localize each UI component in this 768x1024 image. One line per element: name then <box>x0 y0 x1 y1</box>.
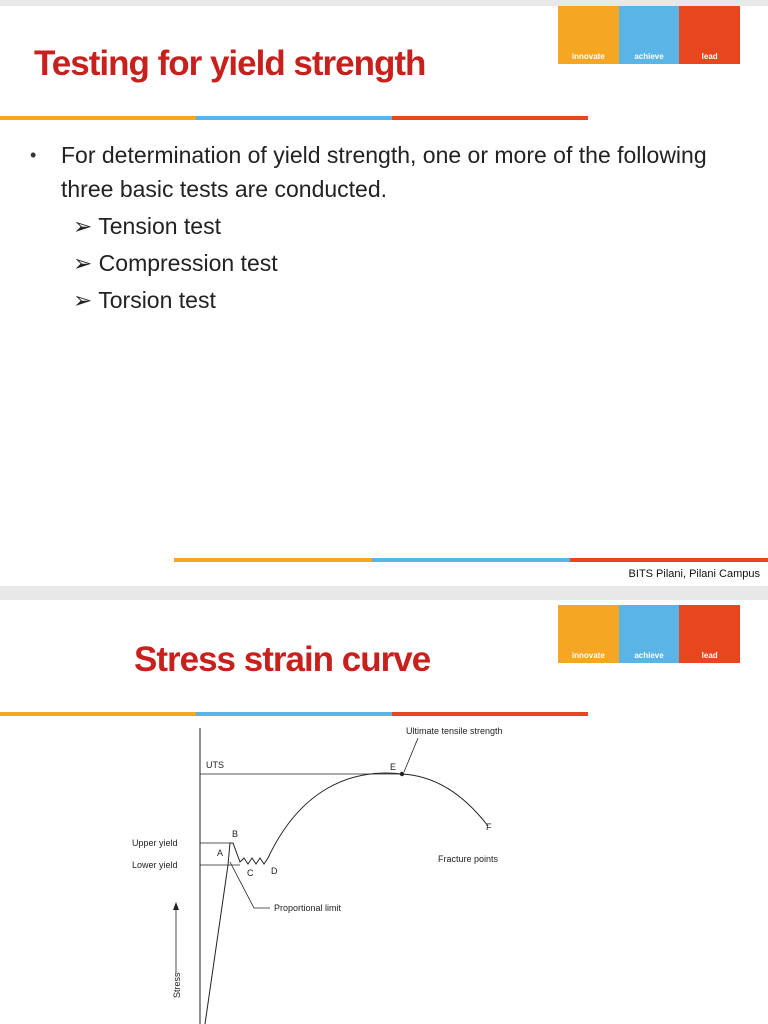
slide-yield-strength <box>0 6 768 586</box>
fracture-label: Fracture points <box>438 854 499 864</box>
brand-innovate-label: innovate <box>571 651 605 660</box>
brand-banner <box>558 6 740 64</box>
brand-achieve-label: achieve <box>634 651 664 660</box>
brand-lead <box>679 6 740 64</box>
brand-achieve <box>619 6 680 64</box>
sub-list <box>30 209 730 320</box>
proportional-label: Proportional limit <box>274 903 342 913</box>
point-a-label: A <box>217 848 224 858</box>
sub-item-compression: ➢ Compression test <box>73 250 278 276</box>
lower-yield-label: Lower yield <box>132 860 178 870</box>
sub-item-label: Compression test <box>98 250 278 276</box>
sub-item-label: Torsion test <box>98 287 216 313</box>
ultimate-leader <box>404 738 418 772</box>
uts-point <box>400 772 404 776</box>
point-f-label: F <box>486 822 492 832</box>
stress-strain-diagram <box>0 600 768 1024</box>
bullet-item: • For determination of yield strength, one or more of the following three basic tests are conducted. <box>30 138 730 206</box>
stress-arrow-head <box>173 902 179 910</box>
brand-innovate-label: innovate <box>571 52 605 61</box>
bullet-list <box>30 138 730 320</box>
point-d-label: D <box>271 866 278 876</box>
title-divider <box>0 116 588 120</box>
uts-label: UTS <box>206 760 224 770</box>
stress-strain-curve <box>205 773 488 1024</box>
footer-divider <box>174 558 768 562</box>
brand-lead-label: lead <box>701 52 718 61</box>
slide-title: Testing for yield strength <box>34 44 426 83</box>
sub-item-tension: ➢ Tension test <box>73 213 221 239</box>
point-e-label: E <box>390 762 397 772</box>
point-c-label: C <box>247 868 254 878</box>
sub-item-label: Tension test <box>98 213 221 239</box>
sub-item-torsion: ➢ Torsion test <box>73 287 216 313</box>
point-b-label: B <box>232 829 239 839</box>
upper-yield-label: Upper yield <box>132 838 178 848</box>
ultimate-label: Ultimate tensile strength <box>406 726 503 736</box>
slide-stress-strain <box>0 600 768 1024</box>
slide-title: Stress strain curve <box>134 640 431 679</box>
brand-achieve-label: achieve <box>634 52 664 61</box>
stress-label: Stress <box>172 972 182 998</box>
footer-campus: BITS Pilani, Pilani Campus <box>628 568 760 580</box>
brand-lead-label: lead <box>701 651 718 660</box>
brand-innovate <box>558 6 619 64</box>
